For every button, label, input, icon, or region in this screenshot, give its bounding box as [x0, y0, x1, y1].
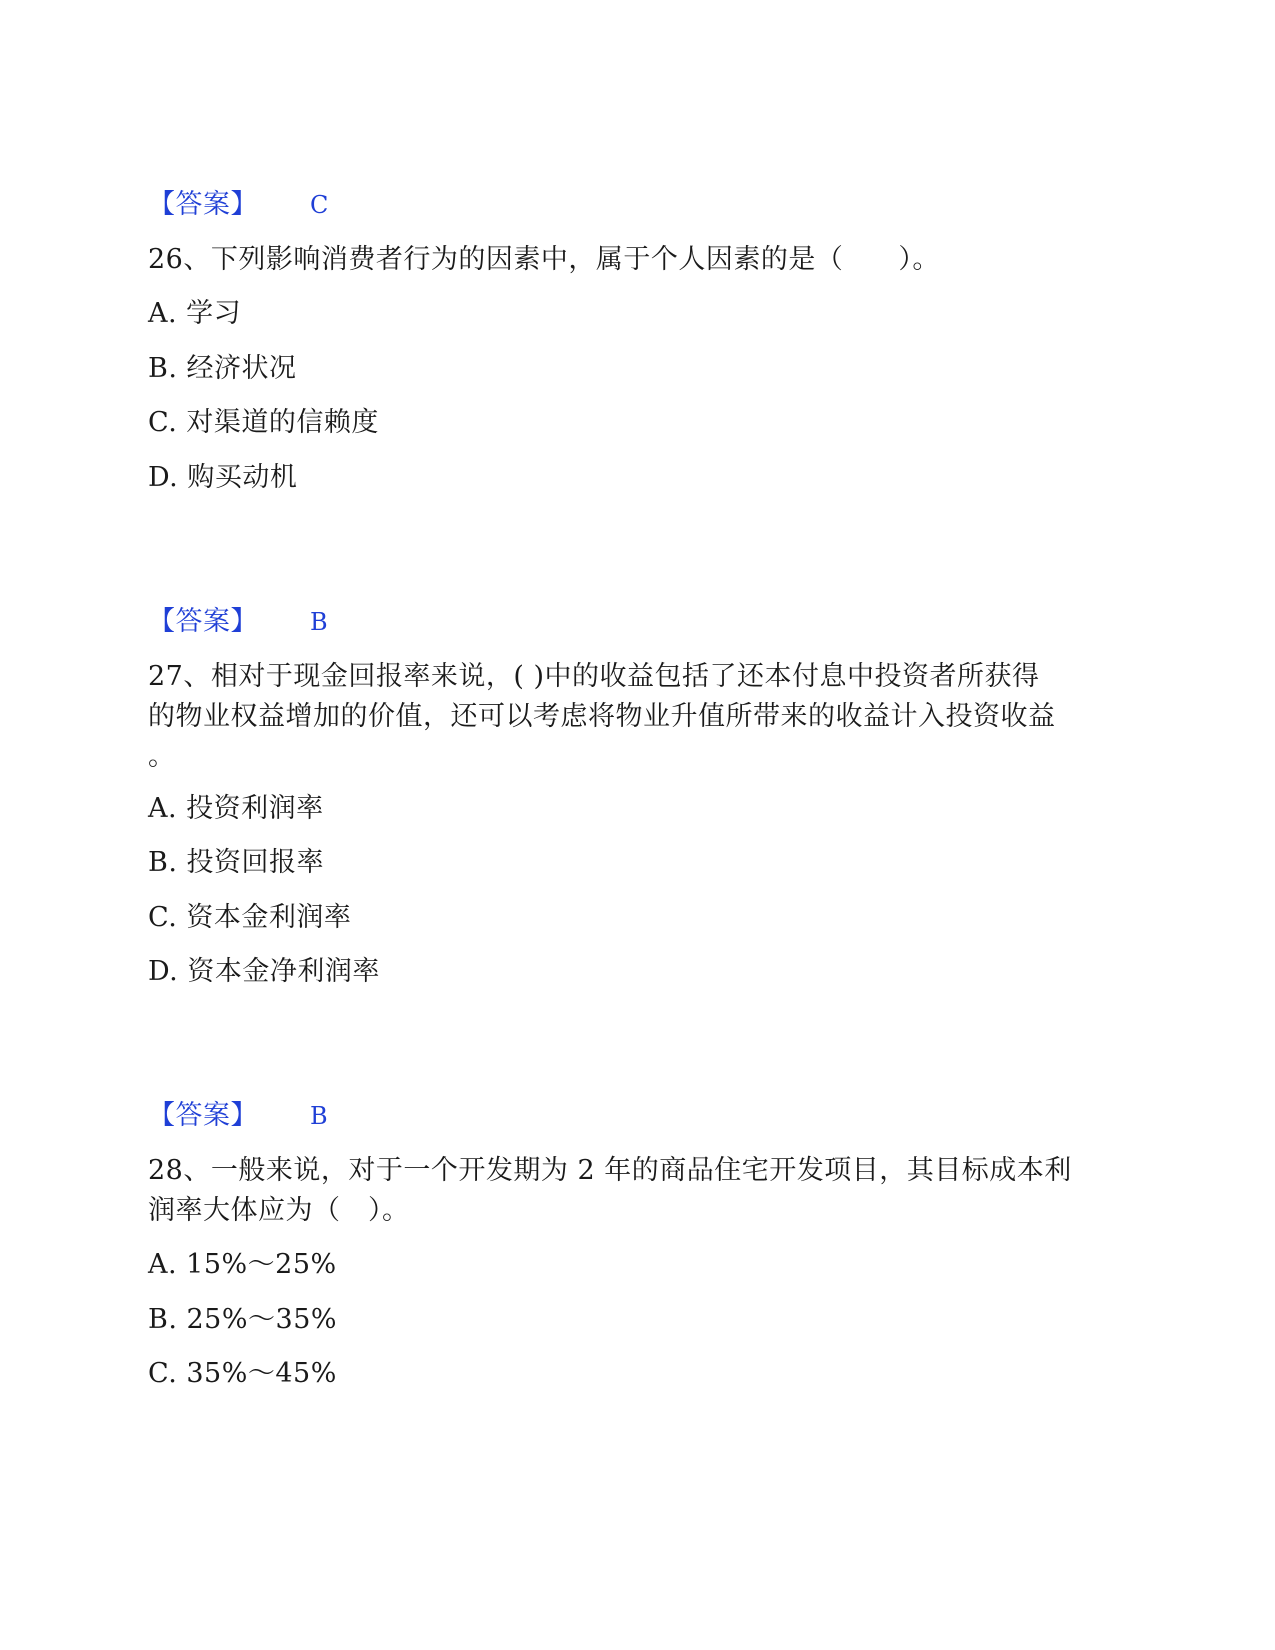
- question-28-option-c: C. 35%～45%: [148, 1358, 337, 1389]
- question-26-option-c: C. 对渠道的信赖度: [148, 407, 379, 438]
- answer-line-q27: [148, 1096, 328, 1136]
- question-27-stem-line-2: 的物业权益增加的价值，还可以考虑将物业升值所带来的收益计入投资收益: [148, 701, 1056, 732]
- question-28-option-b: B. 25%～35%: [148, 1304, 338, 1335]
- answer-line-q26: [148, 602, 328, 642]
- question-27-stem-line-1: 27、相对于现金回报率来说，( )中的收益包括了还本付息中投资者所获得: [148, 661, 1040, 692]
- question-27-option-b: B. 投资回报率: [148, 847, 325, 878]
- question-27-option-a: A. 投资利润率: [148, 793, 324, 824]
- question-27-option-c: C. 资本金利润率: [148, 902, 352, 933]
- answer-label: 【答案】: [148, 189, 258, 220]
- answer-line-q25: [148, 185, 329, 225]
- question-26-option-d: D. 购买动机: [148, 462, 298, 493]
- answer-value: B: [310, 1102, 329, 1130]
- question-26-stem: 26、下列影响消费者行为的因素中，属于个人因素的是（ ）。: [148, 244, 940, 275]
- question-28-stem-line-1: 28、一般来说，对于一个开发期为 2 年的商品住宅开发项目，其目标成本利: [148, 1155, 1072, 1186]
- question-27-option-d: D. 资本金净利润率: [148, 956, 380, 987]
- question-26-option-a: A. 学习: [148, 298, 242, 329]
- answer-label: 【答案】: [148, 1100, 258, 1131]
- question-28-stem-line-2: 润率大体应为（ ）。: [148, 1195, 410, 1226]
- answer-value: B: [310, 608, 329, 636]
- answer-value: C: [310, 191, 329, 219]
- answer-label: 【答案】: [148, 606, 258, 637]
- question-28-option-a: A. 15%～25%: [148, 1249, 337, 1280]
- question-27-stem-line-3: 。: [148, 741, 176, 772]
- question-26-option-b: B. 经济状况: [148, 353, 297, 384]
